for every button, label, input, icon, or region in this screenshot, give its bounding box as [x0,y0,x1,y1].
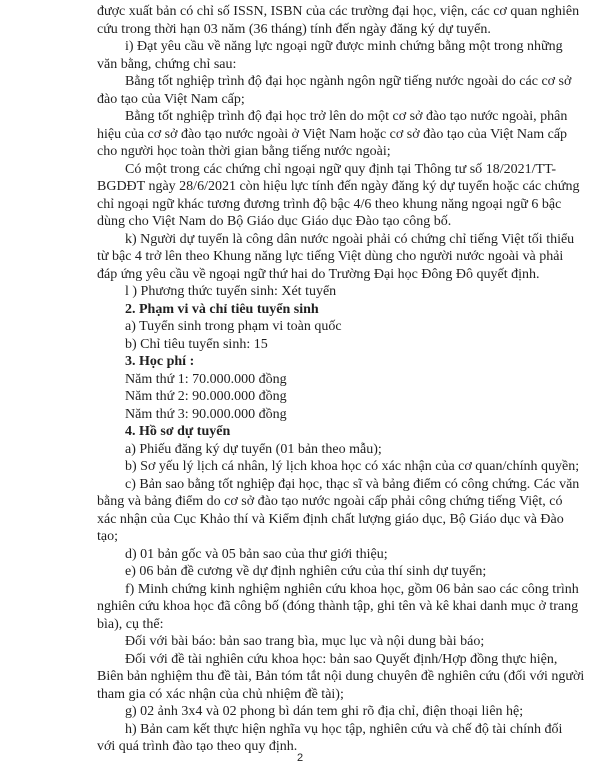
text-line: xác nhận của Cục Khảo thí và Kiểm định chất lượng giáo dục, Bộ Giáo dục và Đào [97,511,564,527]
text-line: BGDĐT ngày 28/6/2021 còn hiệu lực tính đến ngày đăng ký dự tuyển hoặc các chứng [97,179,580,194]
text-line: Năm thứ 3: 90.000.000 đồng [125,406,287,422]
text-line: Đối với bài báo: bản sao trang bìa, mục lục và nội dung bài báo; [125,634,485,649]
text-line: a) Phiếu đăng ký dự tuyển (01 bản theo mẫu); [125,441,382,457]
text-line: đáp ứng yêu cầu về ngoại ngữ thứ hai do Trường Đại học Đông Đô quyết định. [97,266,540,282]
text-line: Bằng tốt nghiệp trình độ đại học trở lên do một cơ sở đào tạo nước ngoài, phân [125,109,568,124]
page-number: 2 [296,752,304,764]
text-line: i) Đạt yêu cầu về năng lực ngoại ngữ được minh chứng bằng một trong những [125,39,563,54]
text-line: dùng cho Việt Nam do Bộ Giáo dục Giáo dục Đào tạo công bố. [97,214,452,229]
text-line: a) Tuyển sinh trong phạm vi toàn quốc [125,319,342,334]
text-line: h) Bản cam kết thực hiện nghĩa vụ học tập, nghiên cứu và chế độ tài chính đối [125,721,563,737]
text-line: Biên bản nghiệm thu đề tài, Bản tóm tắt nội dung chuyên đề nghiên cứu (đối với người [97,669,585,684]
text-line: b) Sơ yếu lý lịch cá nhân, lý lịch khoa học có xác nhận của cơ quan/chính quyền; [125,459,580,474]
section-heading: 2. Phạm vi và chỉ tiêu tuyển sinh [125,301,319,317]
text-line: b) Chỉ tiêu tuyển sinh: 15 [125,336,268,352]
text-line: hiệu của cơ sở đào tạo nước ngoài ở Việt Nam hoặc cơ sở đào tạo của Việt Nam cấp [97,126,568,142]
text-line: bằng và bảng điểm do cơ sở đào tạo nước ngoài cấp phải công chứng tiếng Việt, có [97,494,563,509]
section-heading: 4. Hồ sơ dự tuyển [125,424,231,439]
text-line: f) Minh chứng kinh nghiệm nghiên cứu khoa học, gồm 06 bản sao các công trình [125,581,579,597]
text-line: Năm thứ 2: 90.000.000 đồng [125,389,287,404]
text-line: bìa), cụ thể: [97,616,164,632]
text-line: đào tạo của Việt Nam cấp; [97,91,245,107]
text-line: Năm thứ 1: 70.000.000 đồng [125,371,287,387]
text-line: nghiên cứu khoa học đã công bố (đóng thành tập, ghi tên và kê khai danh mục ở trang [97,599,579,614]
text-line: cứu trong thời hạn 03 năm (36 tháng) tính đến ngày đăng ký dự tuyển. [97,21,491,37]
text-line: cho người học toàn thời gian bằng tiếng nước ngoài; [97,144,391,159]
text-line: d) 01 bản gốc và 05 bản sao của thư giới thiệu; [125,546,388,562]
text-line: e) 06 bản đề cương về dự định nghiên cứu của thí sinh dự tuyển; [125,564,487,579]
text-line: Bằng tốt nghiệp trình độ đại học ngành ngôn ngữ tiếng nước ngoài do các cơ sở [125,74,572,89]
text-line: tạo; [97,529,118,544]
text-line: Đối với đề tài nghiên cứu khoa học: bản sao Quyết định/Hợp đồng thực hiện, [125,651,558,667]
text-line: Có một trong các chứng chỉ ngoại ngữ quy định tại Thông tư số 18/2021/TT- [125,161,556,177]
text-line: tham gia có xác nhận của chủ nhiệm đề tài); [97,686,344,702]
text-line: từ bậc 4 trở lên theo Khung năng lực tiếng Việt dùng cho người nước ngoài và phải [97,249,564,264]
text-line: được xuất bản có chỉ số ISSN, ISBN của các trường đại học, viện, các cơ quan nghiên [97,4,580,19]
text-line: k) Người dự tuyển là công dân nước ngoài phải có chứng chỉ tiếng Việt tối thiểu [125,231,575,247]
text-line: l ) Phương thức tuyển sinh: Xét tuyển [125,284,337,299]
text-line: văn bằng, chứng chỉ sau: [97,56,237,72]
text-line: chỉ ngoại ngữ khác tương đương trình độ bậc 4/6 theo khung năng ngoại ngữ 6 bậc [97,196,562,212]
text-line: c) Bản sao bằng tốt nghiệp đại học, thạc sĩ và bảng điểm có công chứng. Các văn [125,476,580,492]
text-line: với quá trình đào tạo theo quy định. [97,739,298,754]
text-line: g) 02 ảnh 3x4 và 02 phong bì dán tem ghi rõ địa chỉ, điện thoại liên hệ; [125,704,524,719]
section-heading: 3. Học phí : [125,354,195,369]
